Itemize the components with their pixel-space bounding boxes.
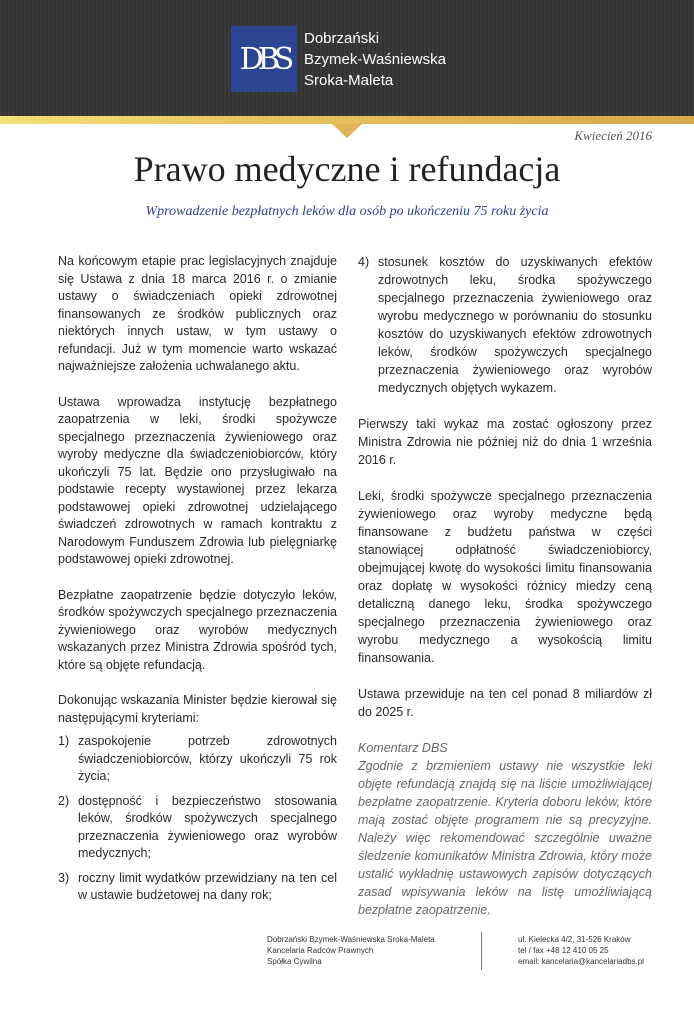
list-item — [358, 253, 652, 397]
gold-divider — [0, 116, 694, 124]
list-number: 3) — [58, 870, 70, 885]
list-text: dostępność i bezpieczeństwo stosowania leków, środków spożywczych specjalnego przeznaczenia żywieniowego oraz wyrobów medycznych; — [78, 793, 337, 860]
list-number: 2) — [58, 793, 70, 808]
footer-phone: tel / fax +48 12 410 05 25 — [518, 946, 609, 955]
comment-text: Zgodnie z brzmieniem ustawy nie wszystkie leki objęte refundacją znajdą się na liście umożliwiającej bezpłatne zaopatrzenie. Kryteria doboru leków, które mają zostać objęte programem nie są precyzyjne. Należy więc rekomendować szczególnie uważne śledzenie komunikatów Ministra Zdrowia, który może ustalić wykładnię ustawowych zapisów dotyczących zasad wpisywania leków na listę umożliwiającą bezpłatne zaopatrzenie. — [358, 759, 652, 917]
list-item — [58, 733, 337, 786]
list-number: 1) — [58, 734, 70, 748]
footer-contact — [518, 934, 644, 967]
footer-address: ul. Kielecka 4/2, 31-526 Kraków — [518, 935, 631, 944]
paragraph: Leki, środki spożywcze specjalnego przeznaczenia żywieniowego oraz wyroby medyczne będą finansowane z budżetu państwa w części stanowiącej odpłatność świadczeniobiorcy, obejmującej kwotę do wysokości limitu finansowania oraz dopłatę w wysokości różnicy miedzy ceną detaliczną danego leku, środka spożywczego specjalnego przeznaczenia żywieniowego oraz wyrobu medycznego a wysokością limitu finansowania. — [358, 489, 652, 665]
list-text: stosunek kosztów do uzyskiwanych efektów zdrowotnych leku, środka spożywczego specjalnego przeznaczenia żywieniowego oraz wyrobu medycznego w porównaniu do stosunku kosztów do uzyskiwanych efektów zdrowotnych leków, środków spożywczych specjalnego przeznaczenia żywieniowego oraz wyrobów medycznych objętych wykazem. — [378, 255, 652, 395]
footer-line: Kancelaria Radców Prawnych — [267, 946, 374, 955]
paragraph: Ustawa wprowadza instytucję bezpłatnego zaopatrzenia w leki, środki spożywcze specjalnego przeznaczenia żywieniowego oraz wyroby medyczne dla świadczeniobiorców, który ukończyli 75 lat. Będzie ono przysługiwało na podstawie recepty wystawionej przez lekarza podstawowej opieki zdrowotnej udzielającego świadczeń zdrowotnych w ramach kontraktu z Narodowym Funduszem Zdrowia lub pielęgniarkę podstawowej opieki zdrowotnej. — [58, 394, 337, 566]
footer-line: Dobrzański Bzymek-Waśniewska Sroka-Maleta — [267, 935, 435, 944]
footer-email[interactable]: email: kancelaria@kancelariadbs.pl — [518, 957, 644, 966]
issue-date: Kwiecień 2016 — [574, 128, 652, 143]
list-text: zaspokojenie potrzeb zdrowotnych świadczeniobiorców, którzy ukończyli 75 rok życia; — [78, 734, 337, 783]
footer-line: Spółka Cywilna — [267, 957, 322, 966]
header-banner — [0, 0, 694, 116]
comment-title: Komentarz DBS — [358, 741, 448, 755]
paragraph: Pierwszy taki wykaz ma zostać ogłoszony przez Ministra Zdrowia nie później niż do dnia 1 września 2016 r. — [358, 417, 652, 467]
firm-line: Bzymek-Waśniewska — [304, 51, 446, 68]
list-item — [58, 870, 337, 905]
list-text: roczny limit wydatków przewidziany na ten cel w ustawie budżetowej na dany rok; — [78, 870, 337, 902]
paragraph: Ustawa przewiduje na ten cel ponad 8 miliardów zł do 2025 r. — [358, 687, 652, 719]
dbs-logo — [231, 26, 297, 92]
firm-name — [304, 28, 446, 91]
firm-line: Sroka-Maleta — [304, 72, 394, 89]
firm-line: Dobrzański — [304, 30, 380, 47]
comment-box — [358, 739, 652, 919]
paragraph: Na końcowym etapie prac legislacyjnych znajduje się Ustawa z dnia 18 marca 2016 r. o zmianie ustawy o świadczeniach opieki zdrowotnej finansowanych ze środków publicznych oraz niektórych innych ustaw, w tym ustawy o refundacji. Już w tym momencie warto wskazać najważniejsze założenia uchwalanego aktu. — [58, 254, 337, 373]
left-column — [58, 253, 337, 912]
page-title: Prawo medyczne i refundacja — [133, 149, 561, 189]
footer-firm-info — [267, 934, 435, 967]
list-number: 4) — [358, 255, 370, 269]
page-subtitle: Wprowadzenie bezpłatnych leków dla osób po ukończeniu 75 roku życia — [145, 204, 549, 219]
footer-divider — [481, 932, 482, 970]
right-column — [358, 253, 652, 919]
gold-notch — [332, 124, 362, 138]
list-item — [58, 793, 337, 863]
paragraph: Dokonując wskazania Minister będzie kierował się następującymi kryteriami: — [58, 693, 337, 725]
logo-text: DBS — [239, 41, 289, 77]
paragraph: Bezpłatne zaopatrzenie będzie dotyczyło leków, środków spożywczych specjalnego przeznaczenia żywieniowego oraz wyrobów medycznych wskazanych przez Ministra Zdrowia spośród tych, które są objęte refundacją. — [58, 587, 337, 672]
